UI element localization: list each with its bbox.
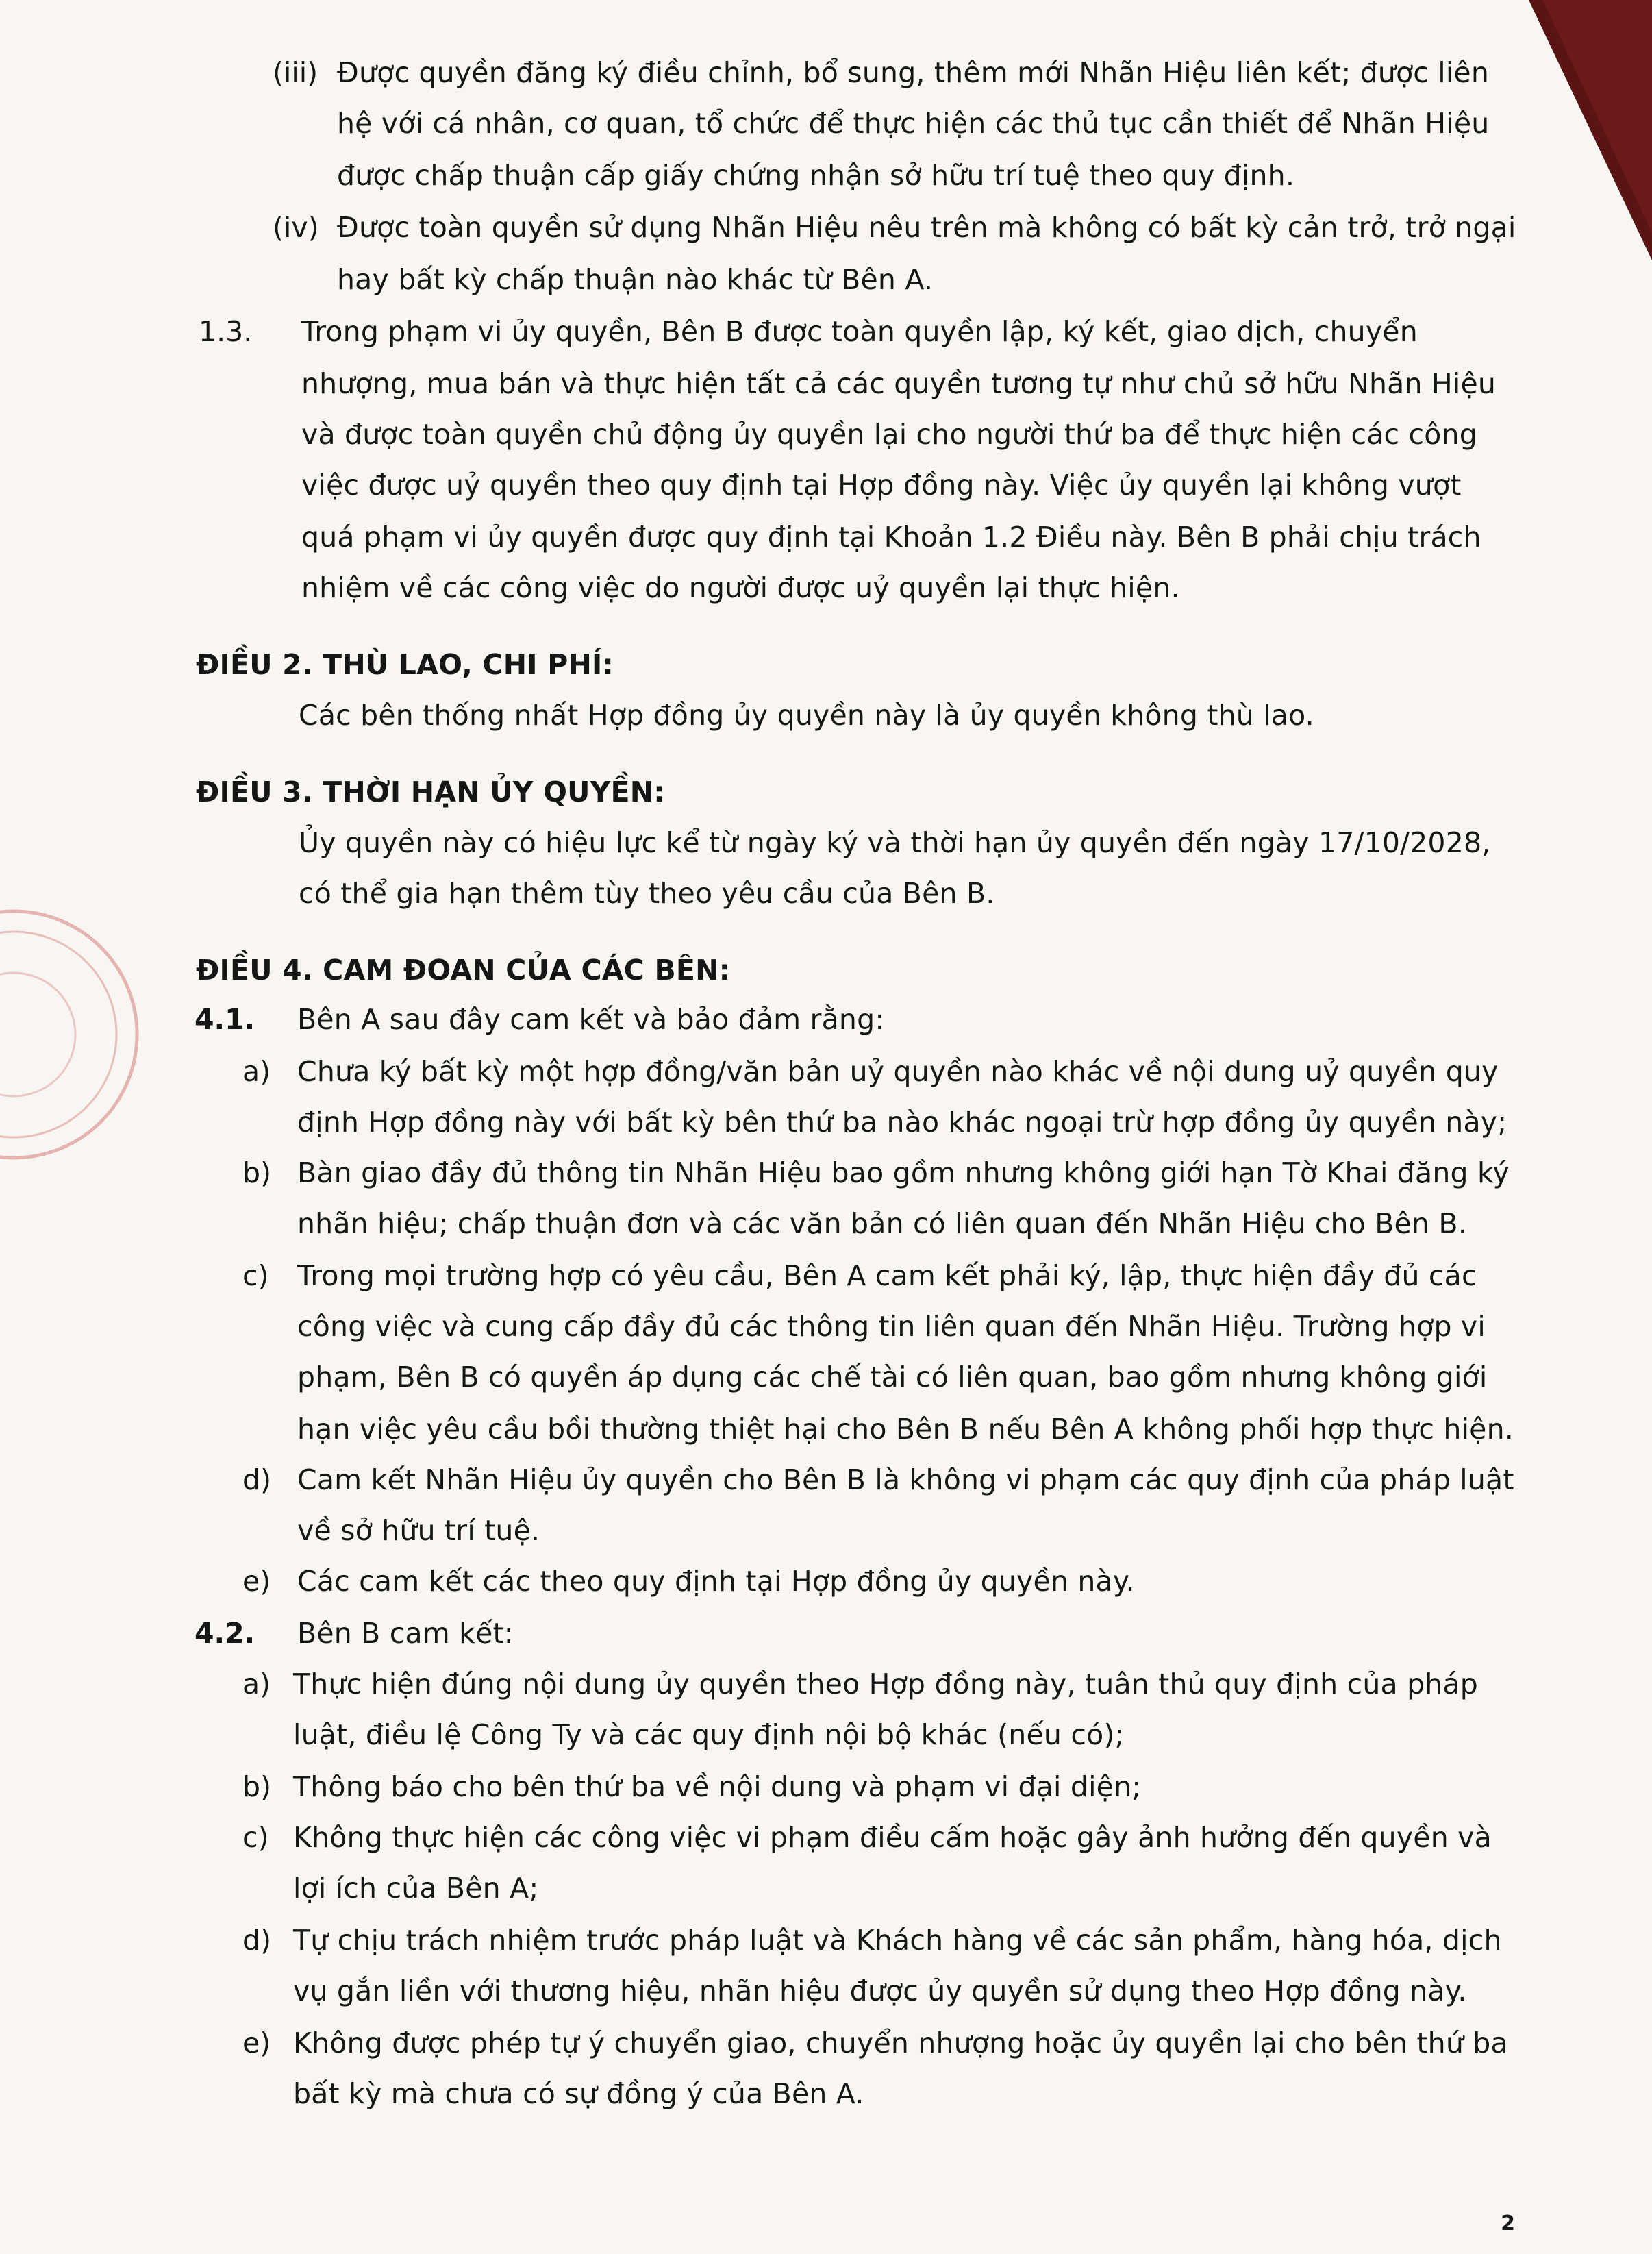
item-4-1-c-line-2: công việc và cung cấp đầy đủ các thông tin liên quan đến Nhãn Hiệu. Trường hợp vi xyxy=(297,1310,1486,1343)
item-4-1-c-line-4: hạn việc yêu cầu bồi thường thiệt hại cho Bên B nếu Bên A không phối hợp thực hiện. xyxy=(297,1413,1514,1446)
item-iii-line-2: hệ với cá nhân, cơ quan, tổ chức để thực hiện các thủ tục cần thiết để Nhãn Hiệu xyxy=(337,107,1490,140)
item-4-2-e-line-2: bất kỳ mà chưa có sự đồng ý của Bên A. xyxy=(293,2077,864,2110)
item-label-4-2-a: a) xyxy=(242,1668,271,1700)
section-1-3-line-1: Trong phạm vi ủy quyền, Bên B được toàn quyền lập, ký kết, giao dịch, chuyển xyxy=(301,315,1418,348)
item-4-1-b-line-2: nhãn hiệu; chấp thuận đơn và các văn bản có liên quan đến Nhãn Hiệu cho Bên B. xyxy=(297,1207,1467,1240)
item-4-2-a-line-2: luật, điều lệ Công Ty và các quy định nội bộ khác (nếu có); xyxy=(293,1718,1125,1751)
item-4-1-b-line-1: Bàn giao đầy đủ thông tin Nhãn Hiệu bao gồm nhưng không giới hạn Tờ Khai đăng ký xyxy=(297,1156,1510,1189)
item-4-1-a-line-1: Chưa ký bất kỳ một hợp đồng/văn bản uỷ quyền nào khác về nội dung uỷ quyền quy xyxy=(297,1055,1499,1088)
item-4-2-d-line-1: Tự chịu trách nhiệm trước pháp luật và Khách hàng về các sản phẩm, hàng hóa, dịch xyxy=(293,1924,1502,1957)
item-4-2-d-line-2: vụ gắn liền với thương hiệu, nhãn hiệu được ủy quyền sử dụng theo Hợp đồng này. xyxy=(293,1974,1467,2007)
section-1-3-line-3: và được toàn quyền chủ động ủy quyền lại cho người thứ ba để thực hiện các công xyxy=(301,418,1477,451)
item-iv-line-1: Được toàn quyền sử dụng Nhãn Hiệu nêu trên mà không có bất kỳ cản trở, trở ngại xyxy=(337,211,1516,244)
section-1-3-line-6: nhiệm về các công việc do người được uỷ quyền lại thực hiện. xyxy=(301,571,1180,604)
item-label-4-2-e: e) xyxy=(242,2027,271,2059)
item-label-iv: (iv) xyxy=(273,211,319,244)
section-4-2-line-1: Bên B cam kết: xyxy=(297,1617,514,1650)
article-2-line-1: Các bên thống nhất Hợp đồng ủy quyền này là ủy quyền không thù lao. xyxy=(299,699,1314,732)
item-label-4-1-b: b) xyxy=(242,1156,272,1189)
section-1-3-line-5: quá phạm vi ủy quyền được quy định tại Khoản 1.2 Điều này. Bên B phải chịu trách xyxy=(301,521,1481,554)
section-1-3-line-2: nhượng, mua bán và thực hiện tất cả các quyền tương tự như chủ sở hữu Nhãn Hiệu xyxy=(301,367,1497,400)
item-label-4-1-a: a) xyxy=(242,1055,271,1088)
item-4-1-a-line-2: định Hợp đồng này với bất kỳ bên thứ ba nào khác ngoại trừ hợp đồng ủy quyền này; xyxy=(297,1106,1507,1139)
item-iv-line-2: hay bất kỳ chấp thuận nào khác từ Bên A. xyxy=(337,263,934,296)
item-label-4-1-c: c) xyxy=(242,1259,269,1292)
section-4-1-line-1: Bên A sau đây cam kết và bảo đảm rằng: xyxy=(297,1003,885,1036)
article-3-heading: ĐIỀU 3. THỜI HẠN ỦY QUYỀN: xyxy=(196,776,665,808)
item-label-4-1-e: e) xyxy=(242,1565,271,1598)
item-4-1-c-line-1: Trong mọi trường hợp có yêu cầu, Bên A cam kết phải ký, lập, thực hiện đầy đủ các xyxy=(297,1259,1477,1292)
item-label-4-1-d: d) xyxy=(242,1463,272,1496)
article-2-heading: ĐIỀU 2. THÙ LAO, CHI PHÍ: xyxy=(196,648,614,681)
item-iii-line-1: Được quyền đăng ký điều chỉnh, bổ sung, thêm mới Nhãn Hiệu liên kết; được liên xyxy=(337,56,1490,89)
item-4-2-e-line-1: Không được phép tự ý chuyển giao, chuyển nhượng hoặc ủy quyền lại cho bên thứ ba xyxy=(293,2027,1508,2059)
article-4-heading: ĐIỀU 4. CAM ĐOAN CỦA CÁC BÊN: xyxy=(196,954,731,987)
page-number: 2 xyxy=(1501,2212,1515,2236)
item-4-1-d-line-1: Cam kết Nhãn Hiệu ủy quyền cho Bên B là không vi phạm các quy định của pháp luật xyxy=(297,1463,1514,1496)
section-1-3-line-4: việc được uỷ quyền theo quy định tại Hợp đồng này. Việc ủy quyền lại không vượt xyxy=(301,469,1462,501)
red-seal-stamp xyxy=(0,891,151,1178)
item-label-4-2-d: d) xyxy=(242,1924,272,1957)
item-label-4-2-b: b) xyxy=(242,1770,272,1803)
item-4-1-c-line-3: phạm, Bên B có quyền áp dụng các chế tài có liên quan, bao gồm nhưng không giới xyxy=(297,1361,1488,1394)
item-iii-line-3: được chấp thuận cấp giấy chứng nhận sở hữu trí tuệ theo quy định. xyxy=(337,159,1295,192)
item-4-2-b-line-1: Thông báo cho bên thứ ba về nội dung và phạm vi đại diện; xyxy=(293,1770,1142,1803)
item-4-1-d-line-2: về sở hữu trí tuệ. xyxy=(297,1514,540,1547)
item-label-4-2-c: c) xyxy=(242,1821,269,1854)
section-label-4-2: 4.2. xyxy=(195,1617,255,1650)
item-4-2-c-line-1: Không thực hiện các công việc vi phạm điều cấm hoặc gây ảnh hưởng đến quyền và xyxy=(293,1821,1492,1854)
item-4-2-a-line-1: Thực hiện đúng nội dung ủy quyền theo Hợp đồng này, tuân thủ quy định của pháp xyxy=(293,1668,1479,1700)
article-3-line-2: có thể gia hạn thêm tùy theo yêu cầu của Bên B. xyxy=(299,877,995,910)
item-label-iii: (iii) xyxy=(273,56,318,89)
page-corner-shadow xyxy=(1529,0,1652,260)
section-label-4-1: 4.1. xyxy=(195,1003,255,1036)
item-4-1-e-line-1: Các cam kết các theo quy định tại Hợp đồng ủy quyền này. xyxy=(297,1565,1135,1598)
section-label-1-3: 1.3. xyxy=(199,315,253,348)
article-3-line-1: Ủy quyền này có hiệu lực kể từ ngày ký và thời hạn ủy quyền đến ngày 17/10/2028, xyxy=(299,826,1491,859)
item-4-2-c-line-2: lợi ích của Bên A; xyxy=(293,1872,539,1905)
